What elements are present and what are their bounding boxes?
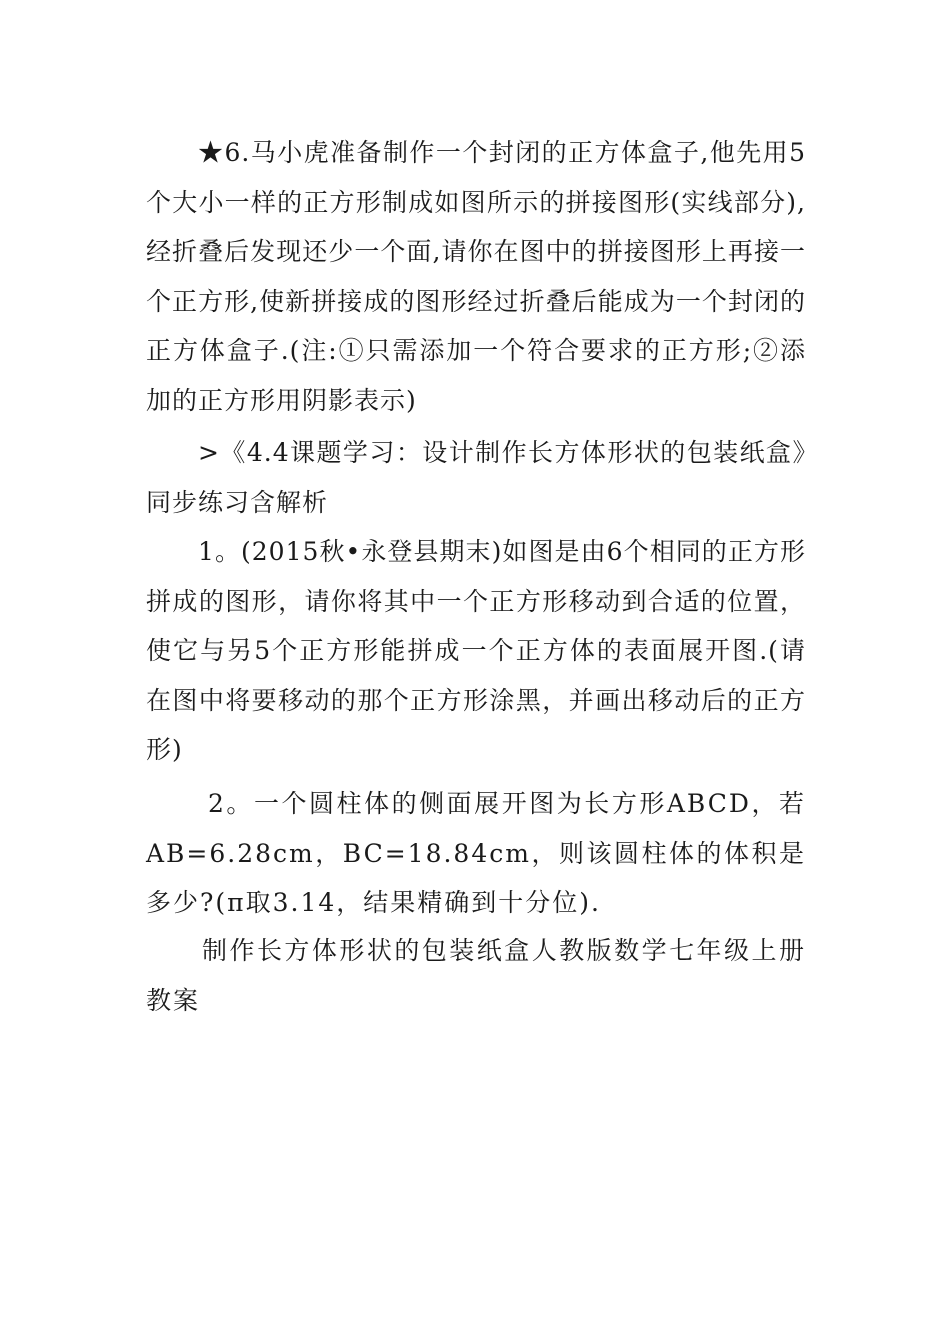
exercise-2-paragraph: 2。一个圆柱体的侧面展开图为长方形ABCD，若AB=6.28cm，BC=18.84cm，则该圆柱体的体积是多少?(π取3.14，结果精确到十分位).: [146, 789, 806, 917]
section-title-paragraph: >《4.4课题学习：设计制作长方体形状的包装纸盒》同步练习含解析: [146, 438, 806, 517]
exercise-1-paragraph: 1。(2015秋•永登县期末)如图是由6个相同的正方形拼成的图形，请你将其中一个正方形移动到合适的位置，使它与另5个正方形能拼成一个正方体的表面展开图.(请在图中将要移动的那个正方形涂黑，并画出移动后的正方形): [146, 537, 806, 764]
closing-title-paragraph: 制作长方体形状的包装纸盒人教版数学七年级上册教案: [146, 936, 806, 1015]
problem-6-paragraph: ★6.马小虎准备制作一个封闭的正方体盒子,他先用5个大小一样的正方形制成如图所示的拼接图形(实线部分),经折叠后发现还少一个面,请你在图中的拼接图形上再接一个正方形,使新拼接成的图形经过折叠后能成为一个封闭的正方体盒子.(注:①只需添加一个符合要求的正方形;②添加的正方形用阴影表示): [146, 138, 806, 415]
